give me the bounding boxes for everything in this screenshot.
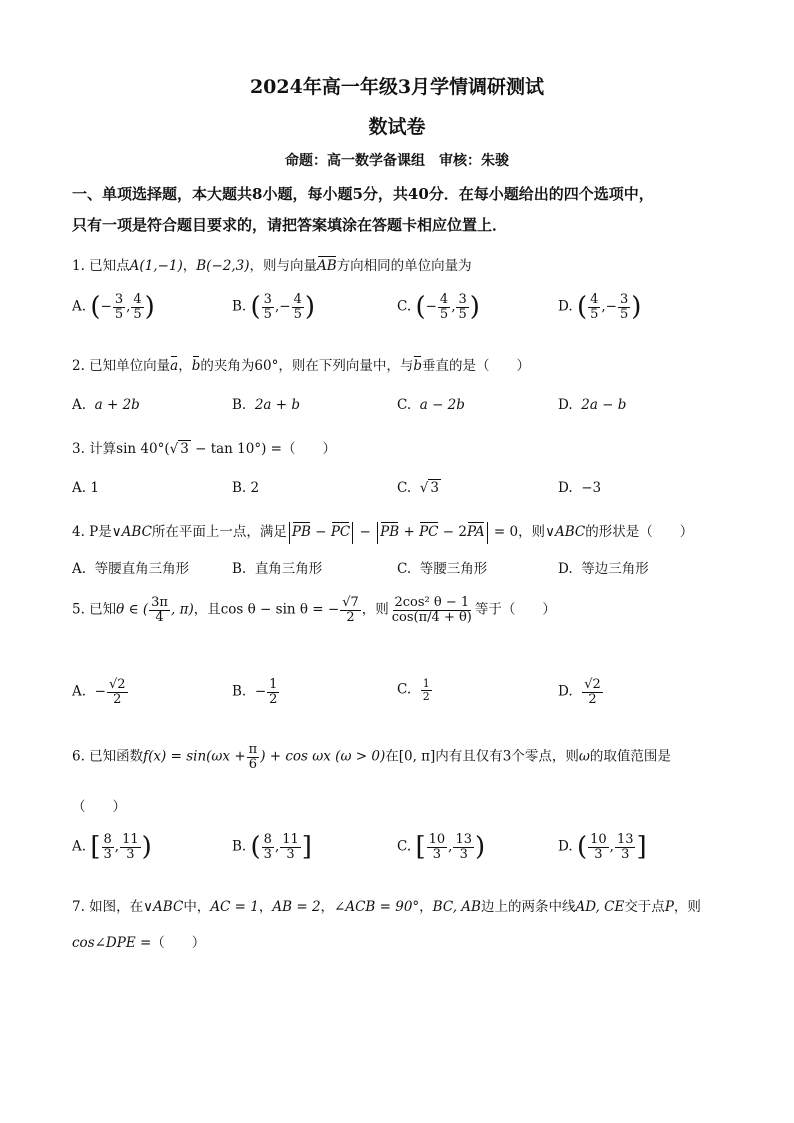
q6c-n2: 13 (455, 831, 472, 847)
q7-line2 (72, 931, 205, 951)
q7-sep1: ， (258, 899, 273, 915)
option-label: D. (558, 838, 573, 855)
q6-text2: 在 (385, 748, 399, 765)
q3c-sqrt: 3 (430, 480, 439, 496)
q2-option-d[interactable] (558, 397, 626, 413)
q5-sq-den: 2 (346, 609, 355, 625)
section-instruction-line2: 只有一项是符合题目要求的，请把答案填涂在答题卡相应位置上． (72, 216, 508, 234)
q5c-num: 1 (422, 677, 430, 690)
q3-option-d[interactable] (558, 480, 601, 496)
q3-option-c[interactable]: C. √ 3 (397, 480, 439, 496)
q1d-n1: 4 (590, 291, 599, 307)
q6c-left: [ (415, 832, 426, 862)
question-3: 3. 计算sin 40°(√ 3 − tan 10°) =（ ） (72, 441, 336, 457)
q4-option-b[interactable] (232, 557, 322, 577)
q6-six: 6 (248, 756, 258, 772)
q4b-text: 直角三角形 (254, 561, 323, 577)
option-label: B. (232, 480, 247, 496)
exam-authors: 命题：高一数学备课组 审核：朱骏 (285, 153, 509, 169)
q4-triangle: ∨ABC (111, 524, 152, 540)
q6a-d1: 3 (103, 846, 112, 862)
q4-minus2: − (355, 524, 376, 540)
q1-option-c[interactable]: C. (− $\frac{4}{5}$ , $\frac{3}{5}$ ) (397, 291, 480, 322)
q5-option-c[interactable] (397, 678, 433, 702)
q1c-d2: 5 (458, 306, 467, 322)
option-label: D. (558, 298, 573, 315)
q5-pi-den: 4 (155, 609, 164, 625)
q5-text4: 等于（ ） (474, 601, 556, 618)
q6-option-b[interactable]: B. ( $\frac{8}{3}$ , $\frac{11}{3}$ ] (232, 831, 312, 862)
q5b-den: 2 (269, 691, 278, 707)
q6-blank: （ ） (72, 799, 126, 815)
q5-option-a[interactable] (72, 678, 129, 706)
q7-sides: BC, AB (432, 899, 481, 915)
option-label: D. (558, 397, 573, 413)
q7-sep3: ， (419, 899, 433, 915)
q6b-n1: 8 (263, 831, 272, 847)
q5d-num: √2 (584, 677, 601, 692)
q1b-d1: 5 (263, 306, 272, 322)
question-4 (72, 520, 693, 544)
q6-interval: [0, π] (398, 748, 436, 765)
q1-point-b: B(−2,3) (196, 258, 250, 274)
question-6 (72, 743, 671, 771)
q5-text: 5. 已知 (72, 601, 117, 618)
q2-vec-a: a (170, 358, 179, 374)
q5a-sign: − (94, 683, 106, 700)
q6b-left: ( (250, 832, 261, 862)
q1c-d1: 5 (439, 306, 449, 322)
option-label: A. (72, 480, 87, 496)
q4-option-d[interactable] (558, 557, 649, 577)
q1b-sign2: − (279, 298, 291, 315)
q2-sep: ， (178, 358, 192, 374)
q1d-d2: 5 (619, 306, 629, 322)
q4-option-a[interactable] (72, 557, 189, 577)
q1a-d1: 5 (114, 306, 124, 322)
option-label: B. (232, 298, 247, 315)
q6c-n1: 10 (428, 831, 446, 847)
option-label: C. (397, 838, 412, 855)
q6a-n1: 8 (103, 831, 112, 847)
q1d-d1: 5 (590, 306, 599, 322)
option-label: A. (72, 561, 87, 577)
q7-text3: 边上的两条中线 (480, 899, 576, 915)
q7-blank: （ ） (151, 935, 206, 951)
q6a-right: ) (141, 832, 152, 862)
q3-sqrt: 3 (180, 441, 189, 457)
section-instruction-line1: 一、单项选择题，本大题共8小题，每小题5分，共40分．在每小题给出的四个选项中， (72, 185, 654, 203)
q6d-n1: 10 (590, 831, 607, 847)
q3-option-a[interactable] (72, 480, 99, 496)
q4-vec-pb: PB (291, 524, 311, 540)
q7-ab: AB = 2 (272, 899, 321, 915)
q6a-n2: 11 (122, 831, 139, 847)
q3-expr-pre: sin 40°( (116, 441, 170, 457)
q3a-value: 1 (90, 480, 99, 496)
q4-text: 4. P是 (72, 524, 112, 540)
q6-option-c[interactable]: C. [ $\frac{10}{3}$ , $\frac{13}{3}$ ) (397, 831, 486, 862)
q6-omega: ω (578, 748, 590, 765)
q5-cos-minus: cos θ − sin θ = − (220, 601, 340, 618)
q4-text2: 所在平面上一点，满足 (151, 524, 287, 540)
q1b-d2: 5 (293, 306, 302, 322)
q6-text: 6. 已知函数 (72, 748, 144, 765)
option-label: A. (72, 397, 87, 413)
option-label: A. (72, 298, 87, 315)
q6c-d2: 3 (459, 846, 468, 862)
option-label: D. (558, 480, 573, 496)
q1-option-b[interactable]: B. ( $\frac{3}{5}$ ,− $\frac{4}{5}$ ) (232, 291, 315, 322)
option-label: D. (558, 683, 573, 700)
q4c-text: 等腰三角形 (419, 561, 488, 577)
q7-text2: 中， (183, 899, 211, 915)
q2b-expr: 2a + b (254, 397, 300, 413)
q4-triangle2: ∨ABC (545, 524, 586, 540)
question-1: 1. 已知点A(1,−1)，B(−2,3)，则与向量AB方向相同的单位向量为 (72, 258, 472, 274)
option-label: C. (397, 681, 412, 698)
q5c-den: 2 (422, 689, 430, 703)
option-label: B. (232, 838, 247, 855)
option-label: C. (397, 397, 412, 413)
q4-minus3: − 2 (438, 524, 467, 540)
q5-pi-num: 3π (151, 595, 168, 610)
q6d-left: ( (576, 832, 588, 862)
q6b-d2: 3 (286, 846, 295, 862)
option-label: D. (558, 561, 573, 577)
q2-vec-b: b (191, 358, 201, 374)
q1a-n1: 3 (114, 291, 124, 307)
q7-point-p: P (664, 899, 674, 915)
q7-medians: AD, CE (575, 899, 625, 915)
q2c-expr: a − 2b (419, 397, 465, 413)
q1-text-end: 方向相同的单位向量为 (336, 258, 472, 274)
q5b-num: 1 (269, 677, 278, 692)
q2-option-b[interactable] (232, 397, 300, 413)
q7-sep2: ， (320, 899, 335, 915)
option-label: A. (72, 838, 87, 855)
q4-minus1: − (310, 524, 331, 540)
q5-text2: ，且 (193, 601, 221, 618)
q6c-right: ) (474, 832, 486, 862)
q6a-d2: 3 (126, 846, 135, 862)
q5-option-d[interactable] (558, 678, 604, 706)
q4-vec-pc: PC (330, 524, 351, 540)
q1c-sign1: − (425, 298, 437, 315)
q6b-d1: 3 (263, 846, 272, 862)
q3-blank: （ ） (281, 441, 336, 457)
q4a-text: 等腰直角三角形 (94, 561, 190, 577)
option-label: B. (232, 683, 247, 700)
q6-text3: 内有且仅有3个零点，则 (435, 748, 579, 765)
q6c-d1: 3 (432, 846, 441, 862)
q2-option-a[interactable] (72, 397, 140, 413)
q4-vec-pb2: PB (380, 524, 400, 540)
q4-eq0: = 0 (489, 524, 519, 540)
q3-expr-post: − tan 10°) = (190, 441, 282, 457)
q7-text5: ，则 (673, 899, 701, 915)
question-2 (72, 354, 530, 374)
q1-option-d[interactable]: D. ( $\frac{4}{5}$ ,− $\frac{3}{5}$ ) (558, 291, 642, 322)
q3-text: 3. 计算 (72, 441, 117, 457)
q2-vec-b2: b (413, 358, 422, 374)
option-label: C. (397, 561, 412, 577)
q5-big-num: 2cos² θ − 1 (394, 595, 470, 610)
q1a-d2: 5 (133, 306, 142, 322)
q5-option-b[interactable] (232, 678, 280, 706)
q1b-n2: 4 (293, 291, 302, 307)
q6d-d2: 3 (621, 846, 630, 862)
q7-text4: 交于点 (624, 899, 665, 915)
q1a-n2: 4 (133, 291, 142, 307)
q5-pi-end: , π) (170, 601, 194, 618)
q6-option-d[interactable]: D. ( $\frac{10}{3}$ , $\frac{13}{3}$ ] (558, 831, 647, 862)
q6a-left: [ (90, 832, 101, 862)
q6-func: f(x) = sin(ωx + (143, 748, 246, 765)
q1b-n1: 3 (263, 291, 272, 307)
q4-option-c[interactable] (397, 557, 487, 577)
question-7 (72, 895, 701, 915)
q5a-num: √2 (108, 677, 126, 692)
q5b-sign: − (254, 683, 267, 700)
exam-title: 2024年高一年级3月学情调研测试 (249, 76, 545, 98)
q4-text4: 的形状是（ ） (585, 524, 694, 540)
q3-option-b[interactable] (232, 480, 259, 496)
q2-option-c[interactable] (397, 397, 465, 413)
q7-triangle: ∨ABC (143, 899, 184, 915)
q6d-n2: 13 (616, 831, 634, 847)
q6d-right: ] (636, 832, 647, 862)
q2d-expr: 2a − b (581, 397, 627, 413)
question-5 (72, 596, 556, 624)
exam-subtitle: 数试卷 (368, 116, 426, 138)
q4-vec-pa: PA (466, 524, 485, 540)
q7-cos-expr: cos∠DPE = (72, 935, 152, 951)
q2-text: 2. 已知单位向量 (72, 358, 171, 374)
q5-theta-in: θ ∈ ( (116, 601, 149, 618)
q6b-n2: 11 (282, 831, 299, 847)
q3d-value: −3 (581, 480, 602, 496)
q1a-sign1: − (100, 298, 112, 315)
q4d-text: 等边三角形 (581, 561, 649, 577)
q6-option-a[interactable]: A. [ $\frac{8}{3}$ , $\frac{11}{3}$ ) (72, 831, 152, 862)
option-label: C. (397, 298, 412, 315)
q2-text3: 垂直的是（ ） (421, 358, 530, 374)
option-label: A. (72, 683, 87, 700)
q5-text3: ，则 (361, 601, 389, 618)
q6d-d1: 3 (594, 846, 603, 862)
q1-prefix: 1. 已知点 (72, 258, 130, 274)
q6-pi: π (248, 742, 258, 757)
q6-text4: 的取值范围是 (589, 748, 671, 765)
q1c-n1: 4 (439, 291, 449, 307)
q1d-n2: 3 (619, 291, 629, 307)
q6-func-end: ) + cos ωx (ω > 0) (260, 748, 386, 765)
q4-text3: ，则 (518, 524, 546, 540)
q5-big-den: cos(π/4 + θ) (391, 609, 472, 625)
q5d-den: 2 (588, 691, 597, 707)
option-label: C. (397, 480, 412, 496)
q4-plus1: + (399, 524, 420, 540)
q1-option-a[interactable]: A. (− $\frac{3}{5}$ , $\frac{4}{5}$ ) (72, 291, 155, 322)
q4-vec-pc2: PC (419, 524, 439, 540)
q1-point-a: A(1,−1) (129, 258, 183, 274)
q7-ac: AC = 1 (210, 899, 259, 915)
q2a-expr: a + 2b (94, 397, 140, 413)
q1d-sign2: − (605, 298, 617, 315)
q6b-right: ] (301, 832, 312, 862)
q1c-n2: 3 (458, 291, 467, 307)
q3b-value: 2 (250, 480, 260, 496)
option-label: B. (232, 561, 247, 577)
q1-vector: AB (317, 258, 337, 274)
q1-text-mid: ，则与向量 (249, 258, 317, 274)
option-label: B. (232, 397, 247, 413)
q7-angle: ∠ACB = 90° (334, 899, 420, 915)
q2-text2: 的夹角为60°，则在下列向量中，与 (200, 358, 414, 374)
q5-sq-num: √7 (342, 595, 359, 610)
q5a-den: 2 (113, 691, 122, 707)
q7-text: 7. 如图，在 (72, 899, 144, 915)
